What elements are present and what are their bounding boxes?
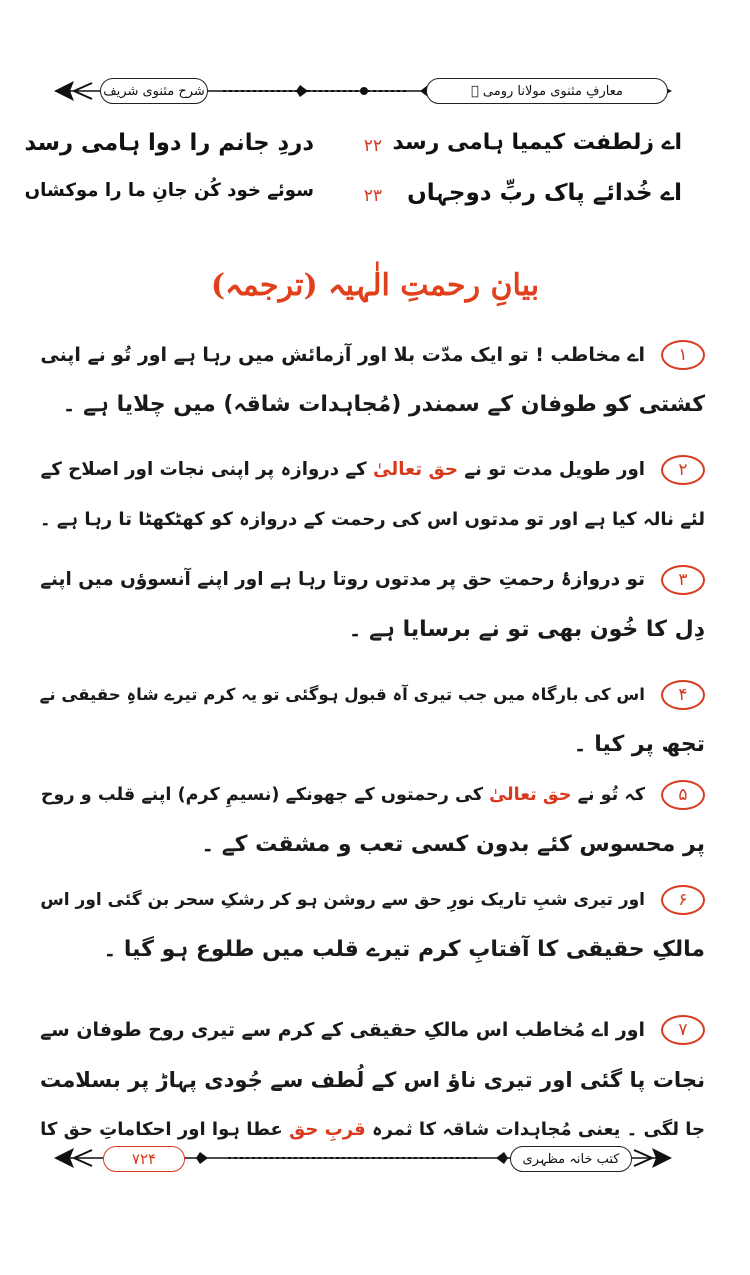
couplet-number: ۲۲ <box>363 136 382 156</box>
page-header <box>48 70 678 112</box>
line-segment: کی رحمتوں کے جھونکے (نسیمِ کرم) اپنے قلب و روح <box>40 785 490 805</box>
paragraph-line: تو دروازۂ رحمتِ حق پر مدتوں روتا رہا ہے اور اپنے آنسوؤں میں اپنے <box>40 569 645 590</box>
paragraph-line: لئے نالہ کیا ہے اور تو مدتوں اس کی رحمت کے دروازہ کو کھٹکھٹا تا رہا ہے ۔ <box>39 509 705 530</box>
couplet-22 <box>0 130 750 176</box>
paragraph-line: نجات پا گئی اور تیری ناؤ اس کے لُطف سے جُودی پہاڑ پر بسلامت <box>39 1067 705 1092</box>
paragraph-line <box>41 780 645 810</box>
couplet-hemistich-first: اے زلطفت کیمیا ہامی رسد <box>392 130 682 155</box>
paragraph-line: پر محسوس کئے بدون کسی تعب و مشقت کے ۔ <box>201 832 705 857</box>
page-footer <box>48 1138 678 1178</box>
paragraph-line: تجھ پر کیا ۔ <box>573 732 705 757</box>
paragraph-line: اس کی بارگاہ میں جب تیری آہ قبول ہوگئی تو یہ کرم تیرے شاہِ حقیقی نے <box>39 685 645 704</box>
highlighted-term: حق تعالیٰ <box>489 785 572 805</box>
paragraph-number-badge: ۵ <box>661 780 705 810</box>
line-segment: اور طویل مدت تو نے <box>457 459 645 480</box>
paragraph-2 <box>40 455 705 555</box>
book-subtitle-pill: شرح مثنوی شریف <box>100 78 208 104</box>
book-title-pill: معارفِ مثنوی مولانا رومی ﷫ <box>426 78 668 104</box>
paragraph-5 <box>40 780 705 880</box>
paragraph-number-badge: ۴ <box>661 680 705 710</box>
paragraph-line: مالکِ حقیقی کا آفتابِ کرم تیرے قلب میں طلوع ہو گیا ۔ <box>103 937 705 962</box>
highlighted-term: حق تعالیٰ <box>372 459 458 480</box>
publisher-logo: کتب خانہ مظہری <box>510 1146 632 1172</box>
line-segment: کے دروازہ پر اپنی نجات اور اصلاح کے <box>40 459 373 480</box>
paragraph-number-badge: ۲ <box>661 455 705 485</box>
paragraph-line: دِل کا خُون بھی تو نے برسایا ہے ۔ <box>348 617 705 642</box>
couplet-23 <box>0 180 750 226</box>
paragraph-3 <box>40 565 705 665</box>
paragraph-line <box>41 455 645 485</box>
page-number: ۷۲۴ <box>103 1146 185 1172</box>
paragraph-line: کشتی کو طوفان کے سمندر (مُجاہدات شاقہ) میں چلایا ہے ۔ <box>62 392 705 417</box>
paragraph-line: اور تیری شبِ تاریک نورِ حق سے روشن ہو کر رشکِ سحر بن گئی اور اس <box>40 890 645 910</box>
couplet-hemistich-second: سوئے خود کُن جانِ ما را موکشاں <box>24 180 314 201</box>
paragraph-number-badge: ۳ <box>661 565 705 595</box>
couplet-hemistich-first: اے خُدائے پاک ربِّ دوجہاں <box>407 180 682 206</box>
line-segment: جا لگی ۔ یعنی مُجاہدات شاقہ کا ثمرہ <box>365 1119 705 1140</box>
highlighted-term: قربِ حق <box>289 1119 366 1140</box>
paragraph-number-badge: ۷ <box>661 1015 705 1045</box>
paragraph-4 <box>40 680 705 780</box>
paragraph-number-badge: ۶ <box>661 885 705 915</box>
line-segment: عطا ہوا اور احکاماتِ حق کا <box>40 1119 290 1140</box>
couplet-hemistich-second: دردِ جانم را دوا ہامی رسد <box>24 130 314 156</box>
paragraph-6 <box>40 885 705 985</box>
couplet-number: ۲۳ <box>363 186 382 206</box>
paragraph-line: اور اے مُخاطب اس مالکِ حقیقی کے کرم سے تیری روح طوفان سے <box>40 1019 645 1041</box>
paragraph-1 <box>40 340 705 440</box>
line-segment: کہ تُو نے <box>571 785 645 805</box>
paragraph-line: اے مخاطب ! تو ایک مدّت بلا اور آزمائش میں رہا ہے اور تُو نے اپنی <box>40 344 645 366</box>
section-title: بیانِ رحمتِ الٰہیہ (ترجمہ) <box>210 268 540 303</box>
paragraph-number-badge: ۱ <box>661 340 705 370</box>
